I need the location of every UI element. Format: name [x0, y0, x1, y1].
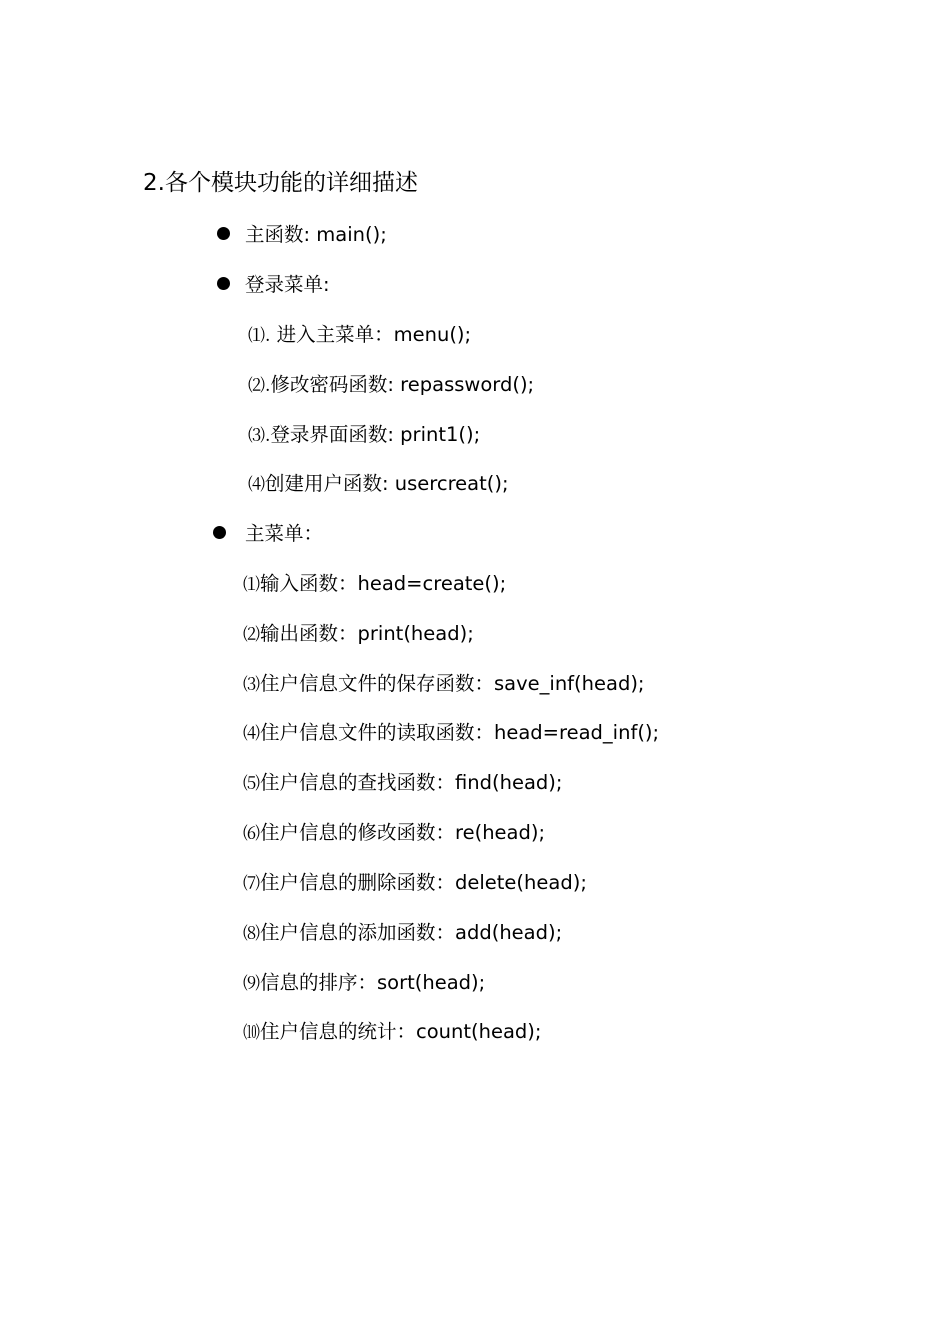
list-item: [243, 720, 659, 747]
bullet-icon: [217, 227, 230, 240]
bullet-icon: [213, 526, 226, 539]
list-item: [243, 1019, 541, 1046]
list-item: [248, 422, 480, 449]
item-text: 住户信息的统计：count(head);: [260, 1020, 542, 1043]
list-item: [248, 471, 509, 498]
item-text: 进入主菜单：menu();: [270, 323, 472, 346]
list-item: [248, 372, 534, 399]
item-text: 住户信息文件的保存函数：save_inf(head);: [260, 672, 645, 695]
item-number: ⑸: [243, 774, 260, 794]
list-item: [243, 870, 587, 897]
item-text: 信息的排序：sort(head);: [260, 971, 486, 994]
bullet-item-main-menu: [213, 521, 323, 547]
bullet-label: 主菜单：: [245, 522, 324, 545]
section-heading: 2.各个模块功能的详细描述: [143, 170, 418, 196]
list-item: [243, 571, 506, 598]
bullet-label: 登录菜单:: [245, 273, 330, 296]
item-text: 住户信息文件的读取函数：head=read_inf();: [260, 721, 660, 744]
list-item: [243, 621, 474, 648]
bullet-icon: [217, 277, 230, 290]
bullet-item-main-function: [217, 222, 387, 248]
list-item: [243, 671, 645, 698]
list-item: [248, 322, 471, 349]
item-number: ⑽: [243, 1023, 260, 1043]
item-number: ⑴: [243, 575, 260, 595]
item-number: ⑵.: [248, 376, 271, 396]
item-number: ⑷: [248, 475, 265, 495]
item-number: ⑶.: [248, 426, 271, 446]
list-item: [243, 770, 563, 797]
bullet-item-login-menu: [217, 272, 330, 298]
item-number: ⑶: [243, 675, 260, 695]
item-text: 输出函数：print(head);: [260, 622, 474, 645]
item-text: 创建用户函数: usercreat();: [265, 472, 509, 495]
item-text: 登录界面函数: print1();: [270, 423, 481, 446]
item-number: ⑴.: [248, 326, 271, 346]
item-text: 住户信息的删除函数：delete(head);: [260, 871, 587, 894]
list-item: [243, 920, 562, 947]
item-number: ⑻: [243, 924, 260, 944]
item-text: 住户信息的添加函数：add(head);: [260, 921, 563, 944]
bullet-label: 主函数: main();: [245, 223, 387, 246]
item-number: ⑺: [243, 874, 260, 894]
item-number: ⑷: [243, 724, 260, 744]
item-number: ⑹: [243, 824, 260, 844]
item-number: ⑼: [243, 974, 260, 994]
item-text: 修改密码函数: repassword();: [270, 373, 535, 396]
item-text: 住户信息的修改函数：re(head);: [260, 821, 546, 844]
item-number: ⑵: [243, 625, 260, 645]
list-item: [243, 970, 485, 997]
list-item: [243, 820, 545, 847]
item-text: 输入函数：head=create();: [260, 572, 507, 595]
item-text: 住户信息的查找函数：find(head);: [260, 771, 563, 794]
